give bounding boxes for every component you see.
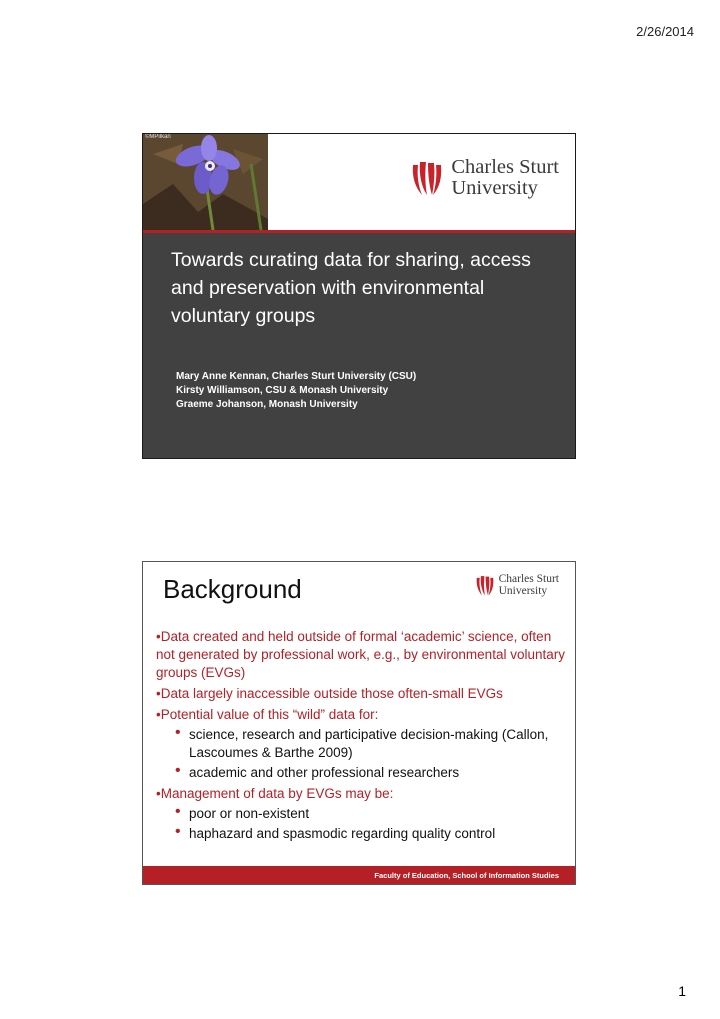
title-slide xyxy=(142,133,576,459)
sub-bullet-item xyxy=(156,764,566,782)
sub-bullet-item xyxy=(156,825,566,843)
bullet-text: •Potential value of this “wild” data for: xyxy=(156,707,379,722)
orchid-image xyxy=(143,134,268,230)
bullet-text: •Data created and held outside of formal ‘academic’ science, often not generated by professional work, e.g., by environmental voluntary groups (EVGs) xyxy=(156,629,565,680)
csu-wordmark xyxy=(451,157,559,199)
logo-line-2: University xyxy=(498,584,548,597)
logo-line-1: Charles Sturt xyxy=(498,573,559,585)
bullet-dot-icon: • xyxy=(175,724,181,741)
sub-bullet-list xyxy=(156,805,566,843)
orchid-photo xyxy=(143,134,268,230)
author-line: Graeme Johanson, Monash University xyxy=(176,399,358,410)
bullet-text: •Data largely inaccessible outside those often-small EVGs xyxy=(156,686,503,701)
sub-bullet-text: haphazard and spasmodic regarding quality control xyxy=(189,826,496,841)
bullet-item xyxy=(156,628,566,682)
background-slide xyxy=(142,561,576,885)
slide-footer: Faculty of Education, School of Information Studies xyxy=(143,866,575,884)
bullet-list xyxy=(156,628,566,846)
bullet-text: •Management of data by EVGs may be: xyxy=(156,786,394,801)
author-list xyxy=(176,370,556,412)
page-number: 1 xyxy=(678,983,686,999)
photo-credit: ©MPilkan xyxy=(145,134,171,140)
author-line: Mary Anne Kennan, Charles Sturt University (CSU) xyxy=(176,371,417,382)
slide-title: Towards curating data for sharing, access and preservation with environmental voluntary groups xyxy=(171,249,531,327)
csu-flame-icon xyxy=(475,574,495,597)
sub-bullet-text: poor or non-existent xyxy=(189,806,310,821)
bullet-item xyxy=(156,706,566,782)
sub-bullet-item xyxy=(156,805,566,823)
logo-line-1: Charles Sturt xyxy=(451,156,559,178)
logo-line-2: University xyxy=(451,176,538,199)
sub-bullet-text: science, research and participative decision-making (Callon, Lascoumes & Barthe 2009) xyxy=(189,727,549,760)
bullet-dot-icon: • xyxy=(175,803,181,820)
bullet-item xyxy=(156,785,566,843)
bullet-item xyxy=(156,685,566,703)
slide-header-band xyxy=(143,134,575,230)
author-line: Kirsty Williamson, CSU & Monash University xyxy=(176,385,389,396)
bullet-dot-icon: • xyxy=(175,823,181,840)
sub-bullet-list xyxy=(156,726,566,782)
page-date: 2/26/2014 xyxy=(636,24,694,39)
sub-bullet-text: academic and other professional researchers xyxy=(189,765,460,780)
red-divider xyxy=(143,230,575,233)
bullet-dot-icon: • xyxy=(175,762,181,779)
csu-wordmark xyxy=(499,574,559,597)
sub-bullet-item xyxy=(156,726,566,762)
csu-logo xyxy=(475,574,559,597)
slide-heading: Background xyxy=(163,574,302,604)
csu-flame-icon xyxy=(410,159,444,197)
csu-logo xyxy=(410,157,559,199)
